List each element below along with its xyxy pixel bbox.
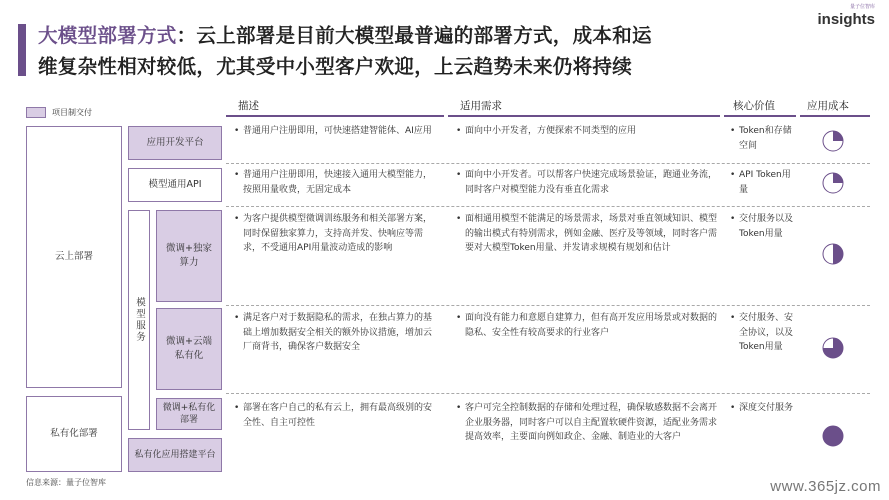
row1-desc: • 普通用户注册即用，快速接入通用大模型能力，按照用量收费，无固定成本 (234, 170, 433, 195)
app-platform-box (128, 126, 222, 160)
row-separator (226, 393, 870, 394)
cloud-deployment-box (26, 126, 122, 388)
row4-value: • 深度交付服务 (730, 403, 794, 413)
row3-value: • 交付服务、安全协议，以及Token用量 (730, 313, 794, 352)
page-title (38, 20, 828, 82)
legend-swatch (26, 107, 46, 118)
model-service-box (128, 210, 150, 430)
title-highlight: 大模型部署方式 (38, 24, 177, 47)
col-head-needs: 适用需求 (460, 100, 502, 112)
cost-pie-finetune-private (822, 425, 844, 447)
private-deployment-label: 私有化部署 (50, 428, 98, 439)
col-line-value (724, 115, 796, 117)
legend-label: 项目制交付 (52, 108, 92, 117)
row3-needs: • 面向没有能力和意愿自建算力，但有高开发应用场景或对数据的隐私、安全性有较高要求的行业客户 (456, 313, 718, 338)
row-separator (226, 206, 870, 207)
pie-fill (833, 173, 843, 183)
app-platform-label: 应用开发平台 (146, 137, 204, 148)
col-head-desc: 描述 (238, 100, 259, 112)
pie-fill (833, 131, 843, 141)
col-line-desc (226, 115, 444, 117)
row2-needs: • 面相通用模型不能满足的场景需求，场景对垂直领域知识、模型的输出模式有特别需求，例如金融、医疗及等领域，同时客户需要对大模型Token用量、并发请求规模有规划和估计 (456, 214, 718, 253)
cost-pie-finetune-cloud-private (822, 337, 844, 359)
cost-pie-general-api (822, 172, 844, 194)
col-line-needs (448, 115, 720, 117)
cost-pie-app-platform (822, 130, 844, 152)
general-api-label: 模型通用API (148, 179, 202, 190)
row-separator (226, 163, 870, 164)
col-head-value: 核心价值 (733, 100, 775, 112)
model-service-label: 模型服务 (134, 297, 145, 343)
title-line1: ：云上部署是目前大模型最普遍的部署方式，成本和运 (176, 24, 652, 47)
finetune-exclusive-box (156, 210, 222, 302)
row4-desc: • 部署在客户自己的私有云上，拥有最高级别的安全性、自主可控性 (234, 403, 433, 428)
finetune-cloud-private-box (156, 308, 222, 390)
logo (817, 3, 875, 28)
row2-desc: • 为客户提供模型微调训练服务和相关部署方案，同时保留独家算力，支持高并发、快响应等需求，不受通用API用量波动造成的影响 (234, 214, 433, 253)
row3-desc: • 满足客户对于数据隐私的需求，在独占算力的基础上增加数据安全相关的额外协议措施，增加云厂商背书，确保客户数据安全 (234, 313, 433, 352)
row-separator (226, 305, 870, 306)
finetune-exclusive-label: 微调+独家算力 (166, 243, 212, 268)
title-accent-bar (18, 24, 26, 76)
row1-needs: • 面向中小开发者。可以帮客户快速完成场景验证，跑通业务流，同时客户对模型能力没有垂直化需求 (456, 170, 718, 195)
row1-value: • API Token用量 (730, 170, 791, 195)
row0-desc: • 普通用户注册即用，可快速搭建智能体、AI应用 (234, 126, 432, 136)
cost-pie-finetune-exclusive (822, 243, 844, 265)
col-line-cost (800, 115, 870, 117)
private-deployment-box (26, 396, 122, 472)
title-line2: 维复杂性相对较低，尤其受中小型客户欢迎，上云趋势未来仍将持续 (38, 55, 633, 78)
private-platform-label: 私有化应用搭建平台 (134, 450, 216, 460)
logo-main-text: insights (817, 11, 875, 28)
finetune-private-label: 微调+私有化部署 (162, 403, 216, 425)
row0-needs: • 面向中小开发者，方便探索不同类型的应用 (456, 126, 637, 136)
general-api-box (128, 168, 222, 202)
private-platform-box (128, 438, 222, 472)
legend (26, 107, 92, 118)
pie-fill (833, 244, 843, 264)
row2-value: • 交付服务以及Token用量 (730, 214, 794, 239)
pie-fill (823, 426, 843, 446)
logo-small-text: 量子位智库 (849, 4, 875, 10)
watermark: www.365jz.com (770, 478, 881, 495)
finetune-cloud-private-label: 微调+云端私有化 (166, 336, 212, 361)
row4-needs: • 客户可完全控制数据的存储和处理过程，确保敏感数据不会离开企业服务器，同时客户可以自主配置软硬件资源，适配业务需求提高效率，主要面向例如政企、金融、制造业的大客户 (456, 403, 718, 442)
row0-value: • Token和存储空间 (730, 126, 792, 151)
col-head-cost: 应用成本 (807, 100, 849, 112)
cloud-deployment-label: 云上部署 (54, 251, 93, 262)
source-note: 信息来源：量子位智库 (26, 478, 106, 487)
finetune-private-box (156, 398, 222, 430)
